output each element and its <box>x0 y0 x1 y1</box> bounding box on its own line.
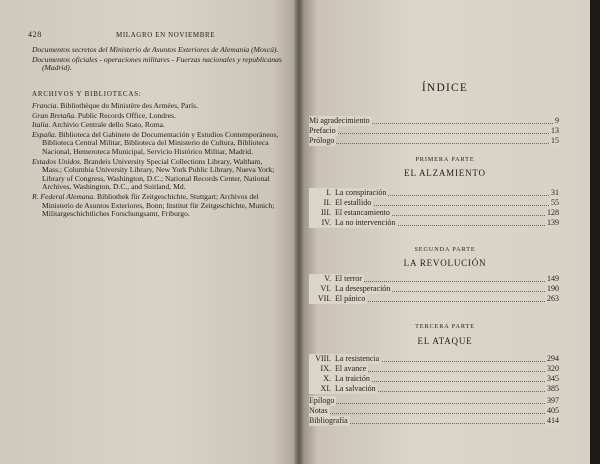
document-entry: Documentos oficiales - operaciones militares - Fuerzas nacionales y republicanas (Madrid). <box>32 54 282 73</box>
toc-page: 405 <box>547 406 559 415</box>
document-entry: Documentos secretos del Ministerio de Asuntos Exteriores de Alemania (Moscú). <box>32 45 279 54</box>
toc-row <box>309 364 559 374</box>
archive-entry <box>32 102 282 111</box>
toc-row <box>309 384 559 394</box>
archive-text: Bibliothek für Zeitgeschichte, Stuttgart; Archivos del Ministerio de Asuntos Exteriores, Bonn; Institut für Zeitgeschichte, Munich; Militargeschichtliches Forschungsamt, Friburgo. <box>42 191 275 219</box>
chapter-list <box>309 354 559 394</box>
chapter-number: III. <box>321 208 331 217</box>
toc-row <box>309 416 559 426</box>
book-gutter <box>294 0 304 464</box>
leader-dots <box>309 413 559 414</box>
page-number: 428 <box>28 30 42 39</box>
archive-text: Bibliothèque du Ministère des Armées, París. <box>60 101 199 110</box>
archive-country: España. <box>32 129 57 139</box>
toc-row <box>309 274 559 284</box>
chapter-number: VI. <box>320 284 331 293</box>
toc-label: Bibliografía <box>309 416 348 425</box>
toc-page: 190 <box>547 284 559 293</box>
part-kicker: TERCERA PARTE <box>415 323 475 330</box>
toc-page: 294 <box>547 354 559 363</box>
toc-label: Prólogo <box>309 136 335 145</box>
archive-entry <box>32 112 282 121</box>
table-background <box>590 0 600 464</box>
archive-text: Archivio Centrale dello Stato, Roma. <box>51 120 165 130</box>
chapter-title: El terror <box>335 274 362 283</box>
chapter-title: El pánico <box>335 294 366 303</box>
archive-country: Estados Unidos. <box>32 156 82 166</box>
toc-page: 414 <box>547 416 559 425</box>
chapter-number: II. <box>323 198 331 207</box>
right-page <box>300 0 590 464</box>
toc-row <box>309 218 559 228</box>
toc-page: 55 <box>551 198 559 207</box>
toc-label: Prefacio <box>309 126 336 135</box>
leader-dots <box>309 403 559 404</box>
toc-page: 385 <box>547 384 559 393</box>
running-head <box>28 30 278 42</box>
index-title: ÍNDICE <box>421 82 469 94</box>
toc-page: 9 <box>555 116 559 125</box>
chapter-number: XI. <box>320 384 331 393</box>
leader-dots <box>309 133 559 134</box>
chapter-number: V. <box>324 274 331 283</box>
toc-label: Mi agradecimiento <box>309 116 370 125</box>
toc-row <box>309 116 559 126</box>
chapter-title: El estallido <box>335 198 372 207</box>
archive-country: Gran Bretaña. <box>32 110 77 120</box>
toc-row <box>309 136 559 146</box>
documents-list <box>32 46 282 74</box>
part-kicker: PRIMERA PARTE <box>415 156 475 163</box>
toc-row <box>309 126 559 136</box>
toc-page: 149 <box>547 274 559 283</box>
part-kicker: SEGUNDA PARTE <box>414 246 476 253</box>
chapter-title: El estancamiento <box>335 208 390 217</box>
part-title: EL ATAQUE <box>417 336 473 346</box>
back-matter-list <box>309 396 559 426</box>
chapter-title: La no intervención <box>335 218 396 227</box>
chapter-title: La conspiración <box>335 188 387 197</box>
archive-country: R. Federal Alemana. <box>32 191 96 201</box>
archive-text: Public Records Office, Londres. <box>77 110 176 120</box>
toc-label: Epílogo <box>309 396 335 405</box>
chapter-number: VII. <box>317 294 331 303</box>
toc-page: 128 <box>547 208 559 217</box>
archives-heading: ARCHIVOS Y BIBLIOTECAS: <box>32 90 142 98</box>
chapter-number: IX. <box>320 364 331 373</box>
archive-entry <box>32 193 282 219</box>
part-title: EL ALZAMIENTO <box>404 168 486 178</box>
chapter-number: VIII. <box>315 354 331 363</box>
toc-page: 263 <box>547 294 559 303</box>
chapter-number: X. <box>323 374 331 383</box>
archive-entry <box>32 158 282 192</box>
running-head-title: MILAGRO EN NOVIEMBRE <box>116 31 216 39</box>
toc-page: 31 <box>551 188 559 197</box>
archive-entry <box>32 121 282 130</box>
chapter-title: La salvación <box>335 384 376 393</box>
part-title: LA REVOLUCIÓN <box>403 258 487 268</box>
toc-row <box>309 208 559 218</box>
toc-row <box>309 284 559 294</box>
chapter-title: La desesperación <box>335 284 391 293</box>
chapter-title: La resistencia <box>335 354 380 363</box>
toc-page: 397 <box>547 396 559 405</box>
archive-country: Francia. <box>32 101 59 110</box>
chapter-list <box>309 188 559 228</box>
toc-row <box>309 188 559 198</box>
toc-row <box>309 354 559 364</box>
archive-text: Brandeis University Special Collections Library, Waltham, Mass.; Columbia University Library, New York Public Library, Nueva York; Library of Congress, Washington, D.C.; National Records Center, National Archives, Washington, D.C., and Suitland, Md. <box>42 156 275 192</box>
toc-row <box>309 406 559 416</box>
toc-row <box>309 374 559 384</box>
toc-row <box>309 198 559 208</box>
chapter-number: I. <box>326 188 331 197</box>
toc-page: 15 <box>551 136 559 145</box>
toc-page: 320 <box>547 364 559 373</box>
toc-row <box>309 396 559 406</box>
leader-dots <box>309 143 559 144</box>
chapter-number: IV. <box>321 218 331 227</box>
toc-row <box>309 294 559 304</box>
archive-entry <box>32 131 282 157</box>
archive-country: Italia. <box>32 120 51 130</box>
left-page <box>0 0 297 464</box>
toc-label: Notas <box>309 406 328 415</box>
toc-page: 13 <box>551 126 559 135</box>
chapter-title: El avance <box>335 364 367 373</box>
archive-text: Biblioteca del Gabinete de Documentación y Estudios Contemporáneos, Biblioteca Central Militar, Biblioteca del Ministerio de Cultura, Biblioteca Nacional, Hemeroteca Municipal, Servicio Histórico Militar, Madrid. <box>42 129 279 156</box>
chapter-title: La traición <box>335 374 370 383</box>
toc-page: 345 <box>547 374 559 383</box>
front-matter-list <box>309 116 559 146</box>
archives-list <box>32 102 282 220</box>
toc-page: 139 <box>547 218 559 227</box>
chapter-list <box>309 274 559 304</box>
